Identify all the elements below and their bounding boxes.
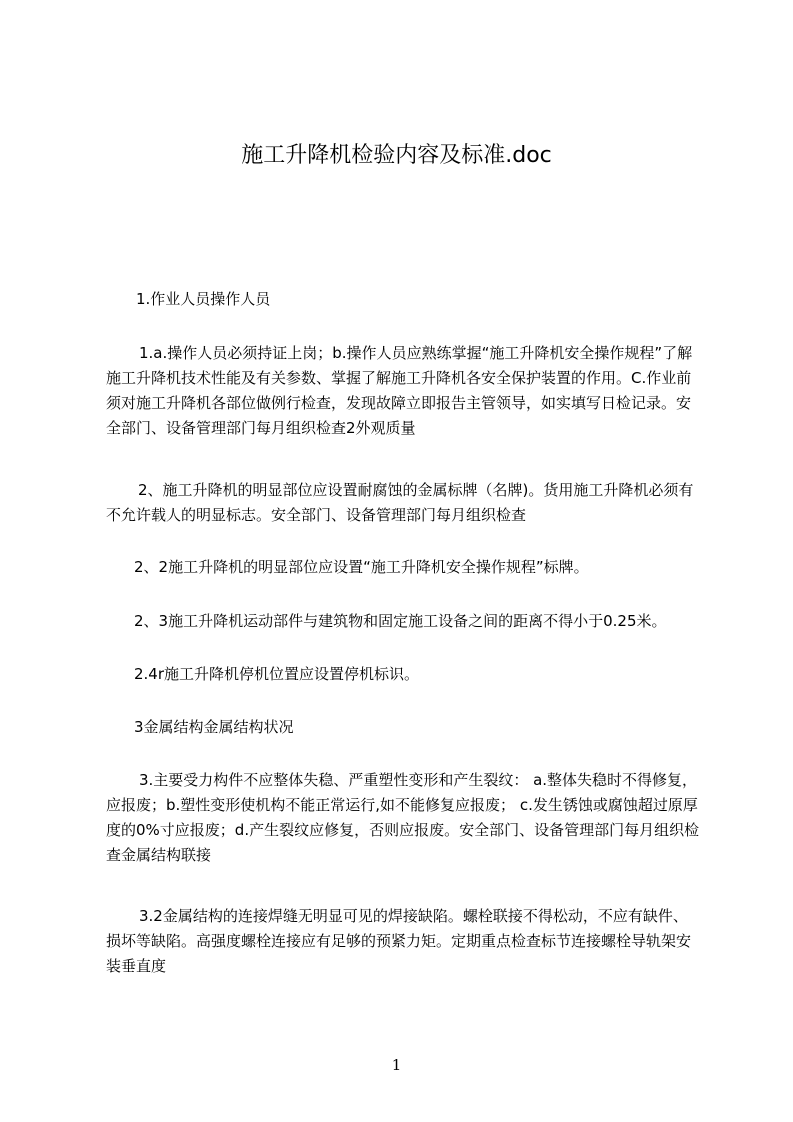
paragraph-clearance-distance: 2、3施工升降机运动部件与建筑物和固定施工设备之间的距离不得小于0.25米。 xyxy=(134,612,667,630)
paragraph-section-3-heading: 3金属结构金属结构状况 xyxy=(134,718,294,736)
paragraph-operator-requirements: 1.a.操作人员必须持证上岗；b.操作人员应熟练掌握“施工升降机安全操作规程”了解施工升降机技术性能及有关参数、掌握了解施工升降机各安全保护装置的作用。C.作业前须对施工升降机各部位做例行检查，发现故障立即报告主管领导，如实填写日检记录。安全部门、设备管理部门每月组织检查2外观质量 xyxy=(106,344,693,437)
paragraph-stop-position-sign: 2.4r施工升降机停机位置应设置停机标识。 xyxy=(134,665,420,683)
paragraph-welds-and-bolts: 3.2金属结构的连接焊缝无明显可见的焊接缺陷。螺栓联接不得松动，不应有缺件、损坏等缺陷。高强度螺栓连接应有足够的预紧力矩。定期重点检查标节连接螺栓导轨架安装垂直度 xyxy=(106,907,692,975)
paragraph-operation-rules-sign: 2、2施工升降机的明显部位应设置“施工升降机安全操作规程”标牌。 xyxy=(134,558,589,576)
paragraph-metal-nameplate: 2、施工升降机的明显部位应设置耐腐蚀的金属标牌（名牌)。货用施工升降机必须有不允许载人的明显标志。安全部门、设备管理部门每月组织检查 xyxy=(106,481,694,524)
page-number: 1 xyxy=(391,1056,402,1074)
paragraph-load-bearing-members: 3.主要受力构件不应整体失稳、严重塑性变形和产生裂纹： a.整体失稳时不得修复，应报废；b.塑性变形使机构不能正常运行,如不能修复应报废； c.发生锈蚀或腐蚀超过原厚度的0%寸应报废；d.产生裂纹应修复，否则应报废。安全部门、设备管理部门每月组织检查金属结构联接 xyxy=(106,771,700,864)
paragraph-section-1-heading: 1.作业人员操作人员 xyxy=(136,290,271,308)
document-title: 施工升降机检验内容及标准.doc xyxy=(241,143,552,168)
